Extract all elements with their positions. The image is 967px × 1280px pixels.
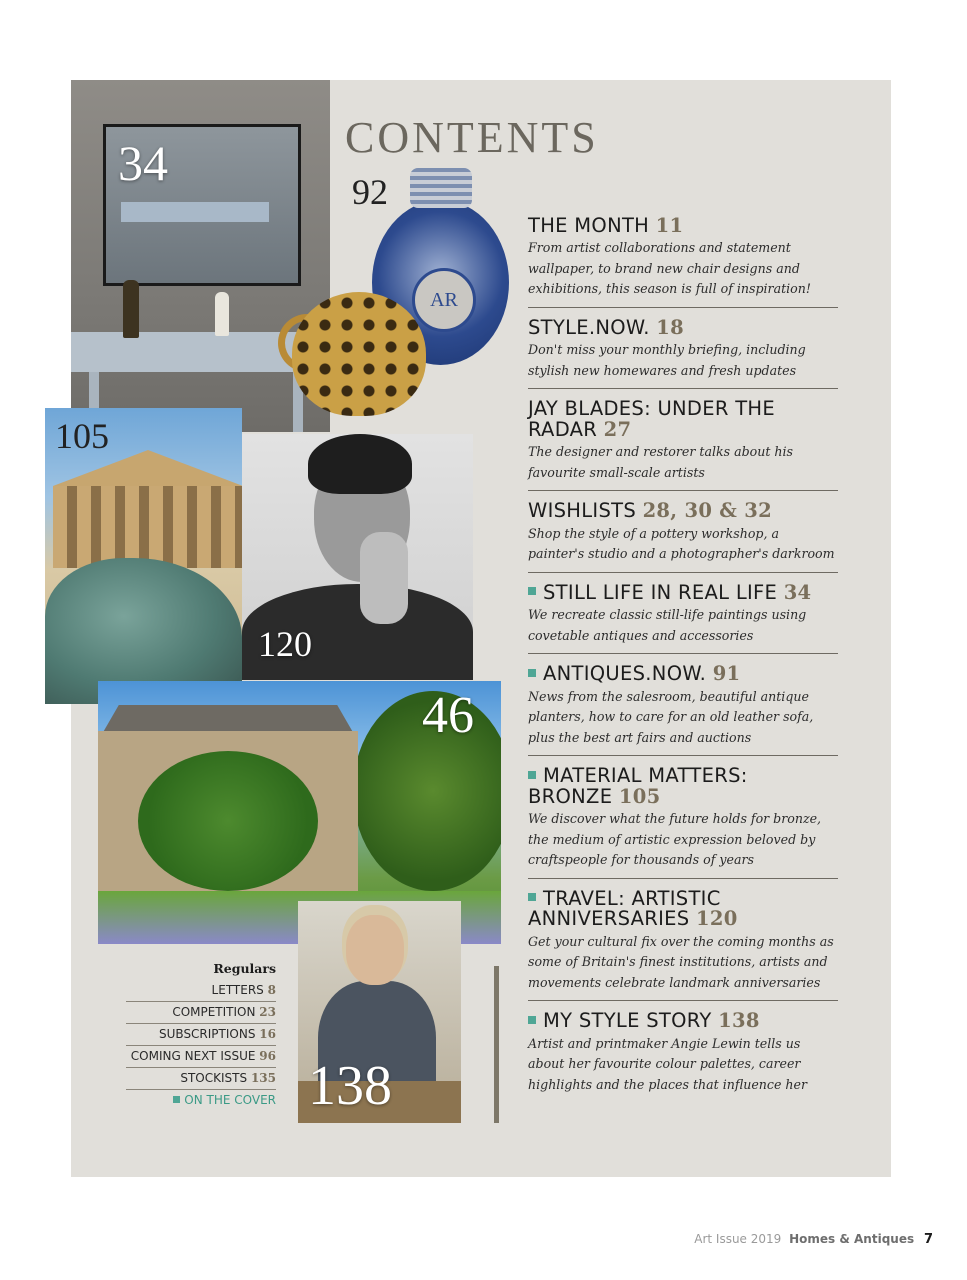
item-page: 34 <box>783 580 812 604</box>
painted-table <box>121 202 269 222</box>
item-page: 105 <box>618 784 661 808</box>
portrait-hand <box>360 532 408 624</box>
contents-item[interactable] <box>528 660 838 756</box>
item-title-text: MY STYLE STORY <box>543 1009 712 1033</box>
contents-item[interactable] <box>528 395 838 491</box>
regulars-page: 135 <box>250 1071 276 1085</box>
item-description: News from the salesroom, beautiful antique planters, how to care for an old leather sofa, plus the best art fairs and auctions <box>528 688 814 745</box>
on-cover-marker-icon <box>528 771 536 779</box>
item-title-text: JAY BLADES: UNDER THE RADAR <box>528 397 775 441</box>
item-description: Artist and printmaker Angie Lewin tells us about her favourite colour palettes, career highlights and the places that influence her <box>528 1035 807 1092</box>
item-title-text: STILL LIFE IN REAL LIFE <box>543 580 778 604</box>
page-number-46: 46 <box>422 687 474 744</box>
item-title-text: ANTIQUES.NOW. <box>543 662 707 686</box>
page-number-138: 138 <box>308 1055 392 1117</box>
on-cover-marker-icon <box>528 893 536 901</box>
item-page: 91 <box>712 662 741 686</box>
item-page: 28, 30 & 32 <box>642 499 773 523</box>
item-title <box>528 664 838 684</box>
regulars-item[interactable] <box>126 1046 276 1068</box>
tree <box>138 751 318 891</box>
pot-body <box>292 292 426 416</box>
footer-issue: Art Issue 2019 <box>694 1232 782 1246</box>
portrait-hair <box>308 434 412 494</box>
item-title <box>528 216 838 236</box>
regulars-page: 23 <box>259 1005 276 1019</box>
page-number-105: 105 <box>55 416 109 456</box>
page-number-34: 34 <box>118 135 168 191</box>
regulars-heading: Regulars <box>213 961 276 976</box>
contents-item[interactable] <box>528 1007 838 1102</box>
jug-neck <box>410 168 472 208</box>
contents-item[interactable] <box>528 212 838 308</box>
bottle <box>123 280 139 338</box>
regulars-list <box>126 961 276 1111</box>
bottle <box>215 292 229 336</box>
item-page: 138 <box>718 1009 760 1033</box>
temple-columns <box>53 486 242 568</box>
item-title <box>528 766 838 807</box>
regulars-label: COMING NEXT ISSUE <box>130 1049 256 1063</box>
item-description: Shop the style of a pottery workshop, a painter's studio and a photographer's darkroom <box>528 525 835 562</box>
regulars-label: COMPETITION <box>172 1005 256 1019</box>
jug-monogram: AR <box>412 268 476 332</box>
regulars-page: 16 <box>259 1027 276 1041</box>
item-title <box>528 886 838 931</box>
item-title <box>528 399 838 440</box>
contents-item[interactable] <box>528 579 838 654</box>
footer-magazine: Homes & Antiques <box>789 1232 915 1246</box>
item-description: Don't miss your monthly briefing, including stylish new homewares and fresh updates <box>528 342 806 378</box>
regulars-page: 8 <box>267 983 276 997</box>
on-cover-marker-icon <box>528 587 536 595</box>
footer-page-number: 7 <box>923 1232 933 1247</box>
regulars-item[interactable] <box>126 1024 276 1046</box>
item-page: 18 <box>656 315 685 339</box>
divider-bar <box>494 966 499 1123</box>
item-page: 120 <box>695 907 738 931</box>
page-title: CONTENTS <box>345 113 599 162</box>
on-cover-marker-icon <box>173 1096 180 1103</box>
contents-item[interactable] <box>528 314 838 389</box>
page-number-120: 120 <box>258 624 312 664</box>
item-title <box>528 1011 838 1031</box>
regulars-label: SUBSCRIPTIONS <box>159 1027 256 1041</box>
regulars-label: LETTERS <box>211 983 264 997</box>
regulars-item[interactable] <box>126 1002 276 1024</box>
on-cover-label: ON THE COVER <box>184 1093 276 1107</box>
contents-list <box>528 212 838 1102</box>
regulars-item[interactable] <box>126 1068 276 1090</box>
artist-head <box>346 915 404 985</box>
contents-item[interactable] <box>528 762 838 878</box>
item-description: We discover what the future holds for bronze, the medium of artistic expression beloved by craftspeople for thousands of years <box>528 811 822 868</box>
item-title <box>528 315 838 339</box>
item-page: 11 <box>655 214 684 237</box>
item-description: The designer and restorer talks about his favourite small-scale artists <box>528 444 794 480</box>
item-description: We recreate classic still-life paintings using covetable antiques and accessories <box>528 607 807 643</box>
contents-item[interactable] <box>528 885 838 1001</box>
item-title <box>528 580 838 604</box>
item-page: 27 <box>603 417 632 441</box>
item-title-text: THE MONTH <box>528 214 650 237</box>
item-title-text: TRAVEL: ARTISTIC ANNIVERSARIES <box>528 886 721 931</box>
regulars-page: 96 <box>259 1049 276 1063</box>
regulars-item[interactable] <box>126 980 276 1002</box>
item-description: Get your cultural fix over the coming months as some of Britain's finest institutions, artists and movements celebrate landmark anniversaries <box>528 933 834 990</box>
item-title-text: WISHLISTS <box>528 499 637 523</box>
item-title-text: MATERIAL MATTERS: BRONZE <box>528 764 748 808</box>
on-cover-key <box>126 1090 276 1111</box>
on-cover-marker-icon <box>528 1016 536 1024</box>
slipware-pot-photo <box>278 292 428 416</box>
page-number-92: 92 <box>352 172 388 212</box>
on-cover-marker-icon <box>528 669 536 677</box>
item-description: From artist collaborations and statement wallpaper, to brand new chair designs and exhibitions, this season is full of inspiration! <box>528 240 811 297</box>
regulars-label: STOCKISTS <box>180 1071 248 1085</box>
page-footer <box>694 1232 933 1247</box>
item-title <box>528 501 838 521</box>
item-title-text: STYLE.NOW. <box>528 315 650 339</box>
contents-item[interactable] <box>528 497 838 572</box>
